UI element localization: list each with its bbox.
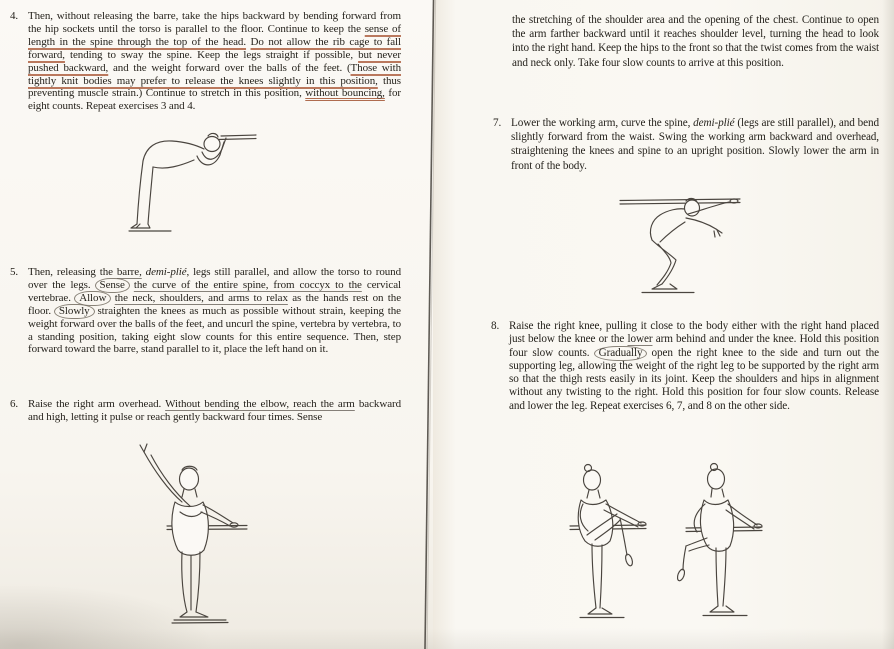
exercise-6-paragraph [10,398,401,424]
annotated-text-segment: Do not allow the rib cage to fall forward, [28,35,402,61]
figure-raised-knee-pair [540,456,805,646]
exercise-text [509,320,879,412]
dancer-forward-bend-illustration [128,127,388,267]
text-segment: arm behind and under the knee. Hold this position four slow counts. [509,333,879,359]
text-segment: open the right knee to the side and turn out the supporting leg, allowing the weight of the right leg to be supported by the right arm so that the thigh rests easily in its joint. Keep the shoulders and hips in alignment without any twisting to the right. Hold this position for four slow counts. Release and lower the leg. Repeat exercises 6, 7, and 8 on the other side. [509,346,880,412]
annotated-text-segment: Gradually [594,346,648,361]
annotated-text-segment: Without bending the elbow, reach the arm [165,398,355,410]
exercise-8-paragraph [491,320,880,413]
annotated-text-segment: Those with tightly knit bodies may prefer to release the knees slightly in this position, [28,61,402,87]
exercise-7-paragraph [493,116,879,173]
annotated-text-segment: Allow [74,291,111,306]
exercise-number: 6. [10,398,19,410]
annotated-text-segment: sense of length in the spine through the top of the head. [28,22,401,48]
annotated-text-segment: demi-plié [145,266,187,278]
exercise-number: 7. [493,117,502,129]
right-page [433,0,894,649]
dancer-raised-knee-illustrations [540,456,805,646]
continuation-paragraph [512,13,879,70]
annotated-text-segment: lower [627,333,653,346]
text-segment: as the hands rest on the floor. [28,291,402,317]
annotated-text-segment: barre, [116,266,142,278]
figure-arm-raised-at-barre [112,440,317,640]
text-segment: thus preventing muscle strain.) Continue to stretch in this position, [28,74,402,100]
text-segment: the stretching of the shoulder area and the opening of the chest. Continue to open the arm farther backward until it reaches shoulder level, turning the head to look into the right hand. Keep the hips to the front so that the twist comes from the waist and neck only. Take four slow counts to arrive at this position. [512,14,879,69]
text-segment: tending to sway the spine. Keep the legs straight if possible, [64,48,359,61]
text-segment: (legs are still parallel), and bend slightly forward from the waist. Swing the working arm backward and overhead, straightening the knees and spine to an upright position. Slowly lower the arm in front of the body. [511,117,879,172]
annotated-text-segment: but never pushed backward, [28,48,401,74]
exercise-5-paragraph [10,266,402,356]
annotated-text-segment: demi-plié [693,117,735,129]
exercise-text [28,266,401,355]
exercise-number: 5. [10,266,19,278]
text-segment: Lower the working arm, curve the spine, [511,117,694,129]
figure-forward-bend-at-barre [128,127,388,267]
text-segment: straighten the knees as much as possible without strain, keeping the weight forward over the balls of the feet, and uncurl the spine, vertebra by vertebra, to a standing position, taking eight slow counts for this entire sequence. Then, step forward toward the barre, stand parallel to it, place the left hand on it. [28,304,401,356]
figure-demi-plie-forward [592,196,797,321]
dancer-demi-plie-illustration [592,196,797,321]
annotated-text-segment: without bouncing, [305,87,385,100]
annotated-text-segment: the neck, shoulders, and arms to relax [114,291,288,304]
annotated-text-segment: Sense [95,278,130,293]
exercise-text [28,10,401,112]
text-segment: Raise the right knee, pulling it close to the body either with the right hand placed just below the knee or the [509,320,879,346]
left-page [0,0,433,649]
text-segment: and the weight forward over the balls of the feet. ( [108,61,351,74]
dancer-arm-raised-illustration [112,440,317,640]
exercise-4-paragraph [10,10,402,113]
annotated-text-segment: Slowly [54,304,95,319]
exercise-text [512,14,879,69]
text-segment: cervical vertebrae. [28,278,401,304]
exercise-number: 8. [491,320,500,332]
text-segment: backward and high, letting it pulse or reach gently backward four times. Sense [28,398,401,423]
annotated-text-segment: the curve of the entire spine, from coccyx to the [133,278,362,291]
exercise-number: 4. [10,10,19,22]
text-segment: Raise the right arm overhead. [28,398,166,410]
text-segment: for eight counts. Repeat exercises 3 and 4. [28,87,401,113]
text-segment: Then, releasing the [28,266,117,278]
text-segment: Then, without releasing the barre, take the hips backward by bending forward from the hip sockets until the torso is parallel to the floor. Continue to keep the [28,10,401,35]
exercise-text [511,117,879,172]
text-segment: , legs still parallel, and allow the torso to round over the legs. [28,266,402,291]
exercise-text [28,398,401,423]
